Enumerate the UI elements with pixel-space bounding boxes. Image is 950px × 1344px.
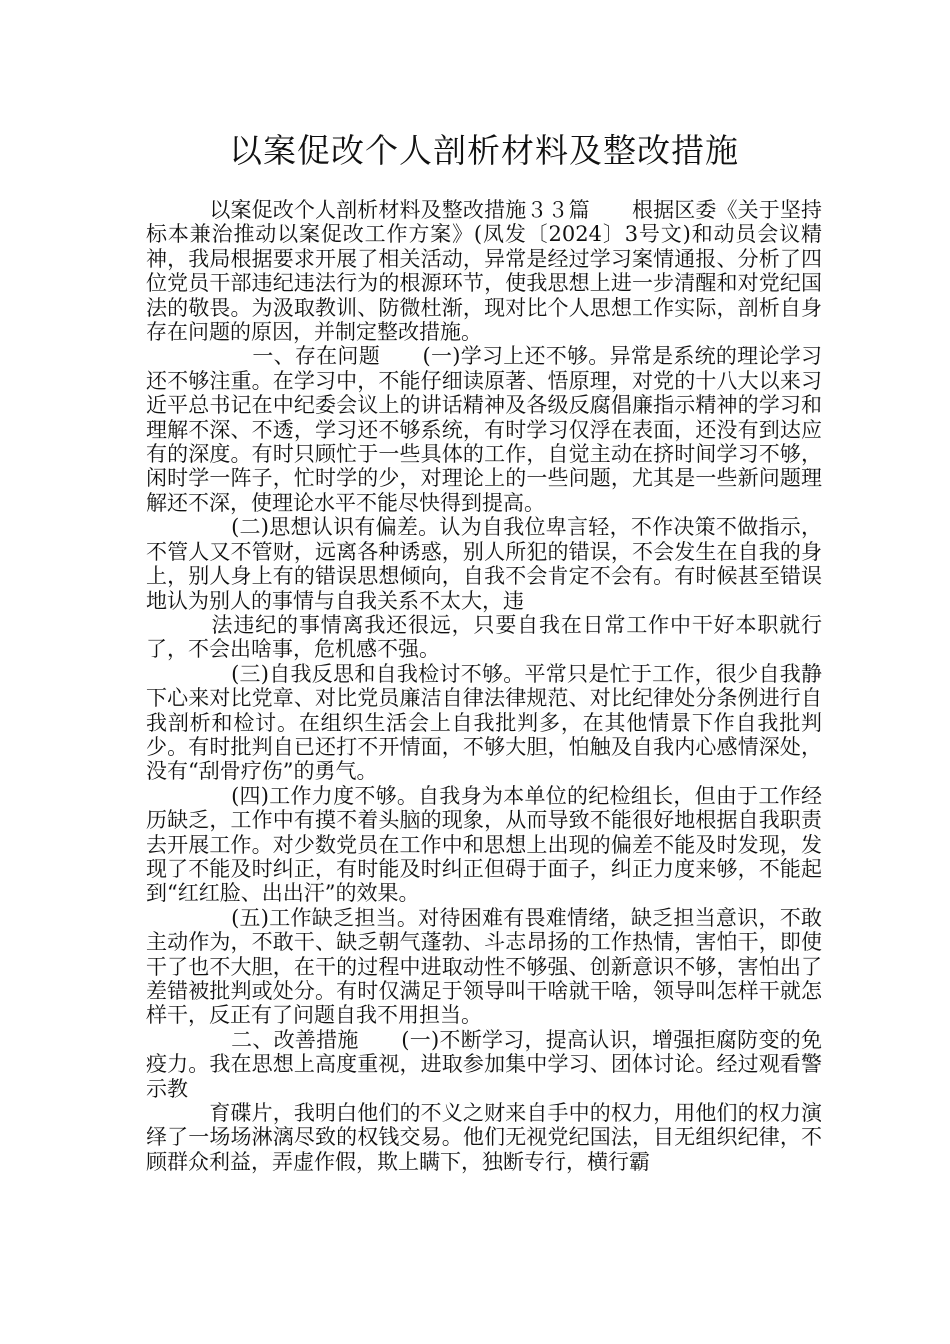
document-body [146, 198, 822, 1174]
paragraph: (二)思想认识有偏差。认为自我位卑言轻，不作决策不做指示，不管人又不管财，远离各种诱惑，别人所犯的错误，不会发生在自我的身上，别人身上有的错误思想倾向，自我不会肯定不会有。有时候甚至错误地认为别人的事情与自我关系不太大，违 [146, 515, 822, 613]
paragraph: (三)自我反思和自我检讨不够。平常只是忙于工作，很少自我静下心来对比党章、对比党员廉洁自律法律规范、对比纪律处分条例进行自我剖析和检讨。在组织生活会上自我批判多，在其他情景下作自我批判少。有时批判自已还打不开情面，不够大胆，怕触及自我内心感情深处，没有“刮骨疗伤”的勇气。 [146, 661, 822, 784]
paragraph: (四)工作力度不够。自我身为本单位的纪检组长，但由于工作经历缺乏，工作中有摸不着头脑的现象，从而导致不能很好地根据自我职责去开展工作。对少数党员在工作中和思想上出现的偏差不能及时发现，发现了不能及时纠正，有时能及时纠正但碍于面子，纠正力度来够，不能起到“红红脸、出出汗”的效果。 [146, 783, 822, 906]
paragraph: 法违纪的事情离我还很远，只要自我在日常工作中干好本职就行了，不会出啥事，危机感不强。 [146, 612, 822, 662]
paragraph: 育碟片，我明白他们的不义之财来自手中的权力，用他们的权力演绎了一场场淋漓尽致的权钱交易。他们无视党纪国法，目无组织纪律，不顾群众利益，弄虚作假，欺上瞒下，独断专行，横行霸 [146, 1101, 822, 1174]
paragraph: (五)工作缺乏担当。对待困难有畏难情绪，缺乏担当意识，不敢主动作为，不敢干、缺乏朝气蓬勃、斗志昂扬的工作热情，害怕干，即使干了也不大胆，在干的过程中进取动性不够强、创新意识不够，害怕出了差错被批判或处分。有时仅满足于领导叫干啥就干啥，领导叫怎样干就怎样干，反正有了问题自我不用担当。 [146, 905, 822, 1028]
document-page [146, 122, 822, 1174]
document-title: 以案促改个人剖析材料及整改措施 [229, 131, 739, 170]
paragraph: 一、存在问题 (一)学习上还不够。异常是系统的理论学习还不够注重。在学习中，不能仔细读原著、悟原理，对党的十八大以来习近平总书记在中纪委会议上的讲话精神及各级反腐倡廉指示精神的学习和理解不深、不透，学习还不够系统，有时学习仅浮在表面，还没有到达应有的深度。有时只顾忙于一些具体的工作，自觉主动在挤时间学习不够，闲时学一阵子，忙时学的少，对理论上的一些问题，尤其是一些新问题理解还不深，使理论水平不能尽快得到提高。 [146, 344, 822, 515]
paragraph: 二、改善措施 (一)不断学习，提高认识，增强拒腐防变的免疫力。我在思想上高度重视，进取参加集中学习、团体讨论。经过观看警示教 [146, 1027, 822, 1101]
paragraph: 以案促改个人剖析材料及整改措施３３篇 根据区委《关于坚持标本兼治推动以案促改工作方案》(凤发〔2024〕3号文)和动员会议精神，我局根据要求开展了相关活动，异常是经过学习案情通报、分析了四位党员干部违纪违法行为的根源环节，使我思想上进一步清醒和对党纪国法的敬畏。为汲取教训、防微杜渐，现对比个人思想工作实际，剖析自身存在问题的原因，并制定整改措施。 [146, 198, 822, 345]
